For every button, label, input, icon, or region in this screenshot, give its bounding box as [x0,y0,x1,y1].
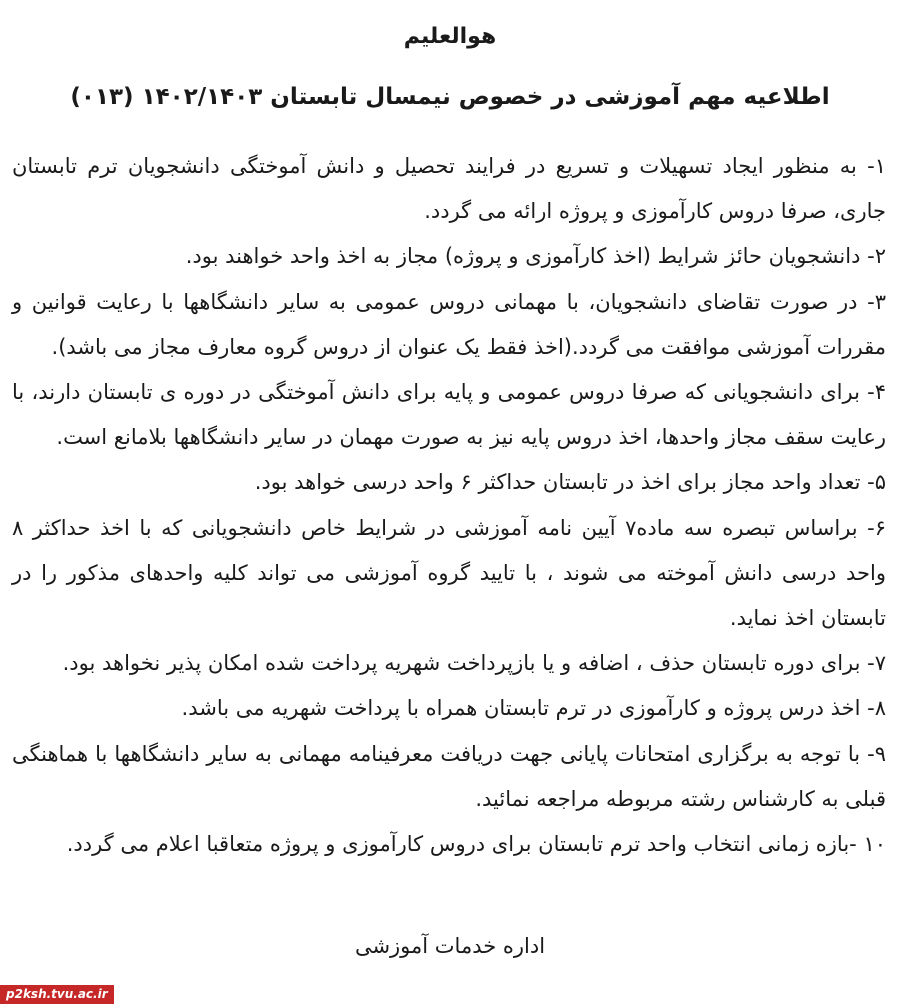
page-title: اطلاعیه مهم آموزشی در خصوص نیمسال تابستان ۱۴۰۲/۱۴۰۳ (۰۱۳) [70,84,830,110]
list-item: ۵- تعداد واحد مجاز برای اخذ در تابستان حداکثر ۶ واحد درسی خواهد بود. [254,470,886,495]
list-item: ۲- دانشجویان حائز شرایط (اخذ کارآموزی و پروژه) مجاز به اخذ واحد خواهند بود. [185,244,886,269]
list-item: ۱۰ -بازه زمانی انتخاب واحد ترم تابستان برای دروس کارآموزی و پروژه متعاقبا اعلام می گردد. [66,832,886,857]
list-item: ۸- اخذ درس پروژه و کارآموزی در ترم تابستان همراه با پرداخت شهریه می باشد. [181,696,886,721]
signature-block [0,926,900,966]
list-item: ۳- در صورت تقاضای دانشجویان، با مهمانی دروس عمومی به سایر دانشگاهها با رعایت قوانین و مقررات آموزشی موافقت می گردد.(اخذ فقط یک عنوان از دروس گروه معارف مجاز می باشد). [12,289,886,359]
signature-office: اداره خدمات آموزشی [354,934,546,958]
announcement-list [12,144,886,867]
list-item: ۱- به منظور ایجاد تسهیلات و تسریع در فرایند تحصیل و دانش آموختگی دانشجویان ترم تابستان جاری، صرفا دروس کارآموزی و پروژه ارائه می گردد. [12,154,886,224]
list-item: ۴- برای دانشجویانی که صرفا دروس عمومی و پایه برای دانش آموختگی در دوره ی تابستان دارند، با رعایت سقف مجاز واحدها، اخذ دروس پایه نیز به صورت مهمان در سایر دانشگاهها بلامانع است. [12,380,886,450]
list-item: ۷- برای دوره تابستان حذف ، اضافه و یا بازپرداخت شهریه پرداخت شده امکان پذیر نخواهد بود. [62,651,886,676]
site-watermark: p2ksh.tvu.ac.ir [0,985,114,1004]
list-item: ۹- با توجه به برگزاری امتحانات پایانی جهت دریافت معرفینامه مهمانی به سایر دانشگاهها با هماهنگی قبلی به کارشناس رشته مربوطه مراجعه نمائید. [12,741,886,811]
top-heading: هوالعلیم [403,24,497,49]
list-item: ۶- براساس تبصره سه ماده۷ آیین نامه آموزشی در شرایط خاص دانشجویانی که با اخذ حداکثر ۸ واحد درسی دانش آموخته می شوند ، با تایید گروه آموزشی می تواند کلیه واحدهای مذکور را در تابستان اخذ نماید. [12,515,886,631]
